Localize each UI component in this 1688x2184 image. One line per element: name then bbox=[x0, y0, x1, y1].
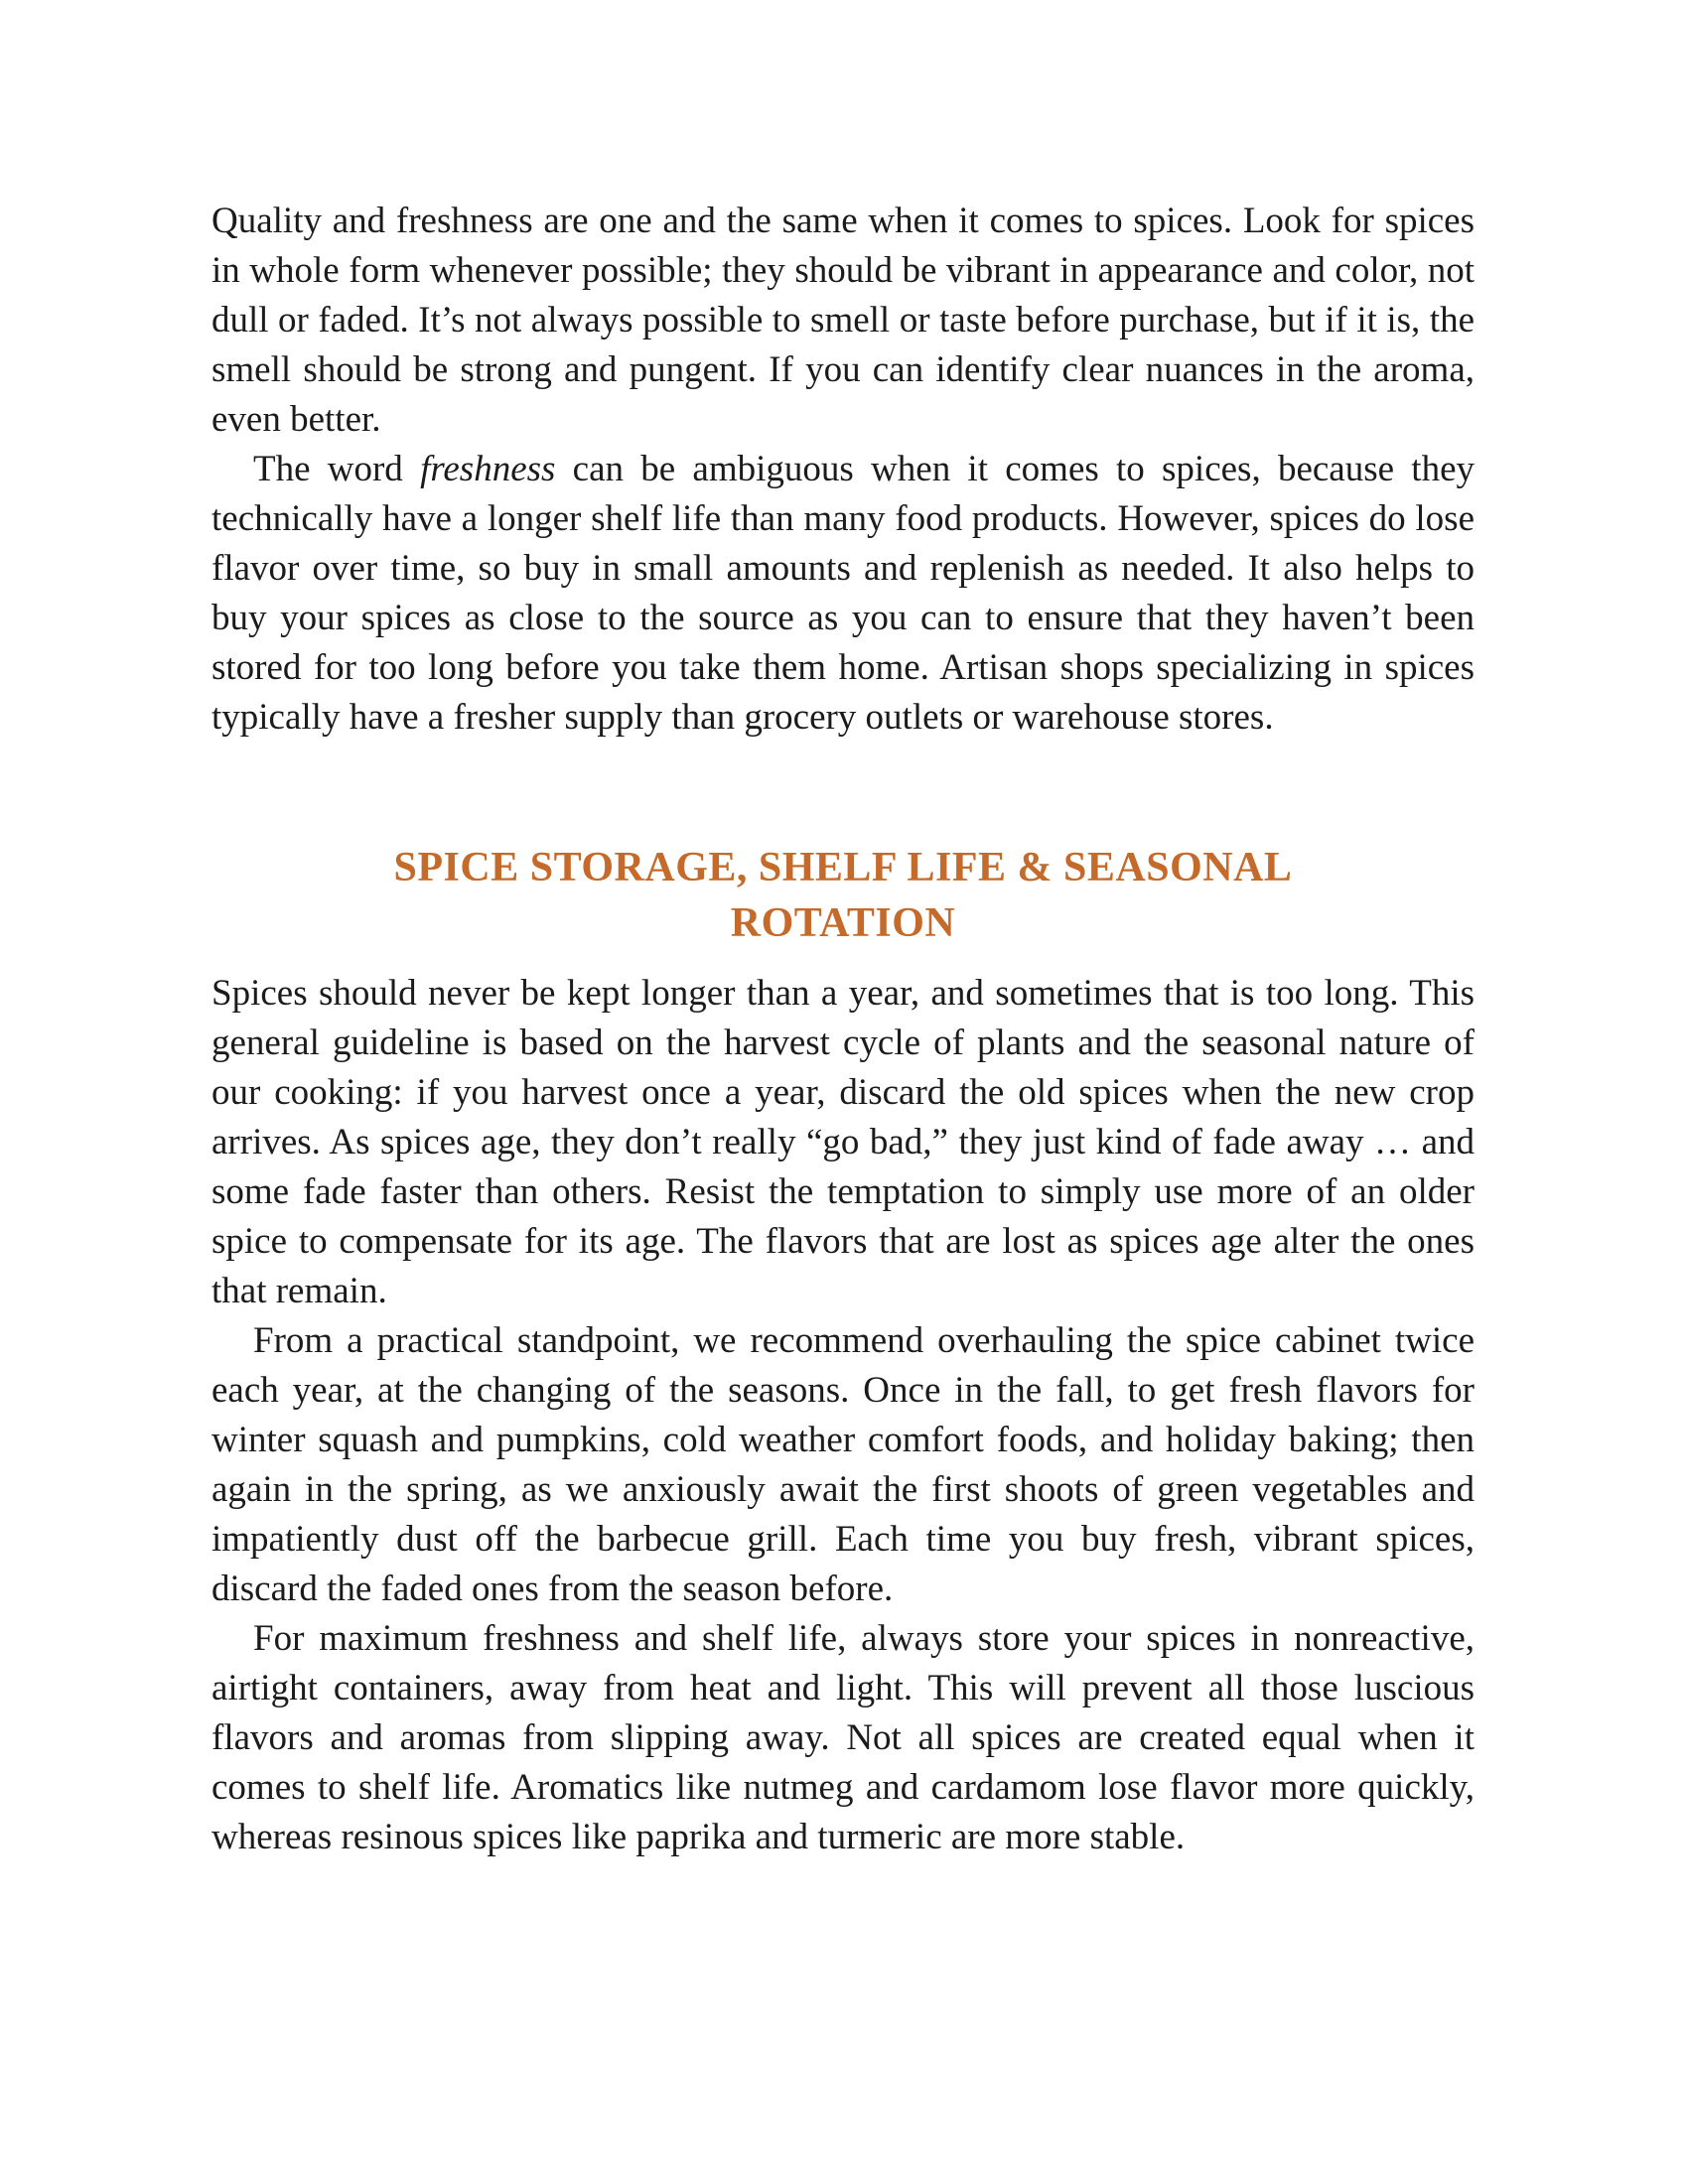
intro-paragraph-1: Quality and freshness are one and the same when it comes to spices. Look for spices in whole form whenever possible; they should be vibrant in appearance and color, not dull or faded. It’s not always possible to smell or taste before purchase, but if it is, the smell should be strong and pungent. If you can identify clear nuances in the aroma, even better. bbox=[211, 201, 1475, 440]
section-heading-line-1: SPICE STORAGE, SHELF LIFE & SEASONAL bbox=[393, 845, 1293, 890]
section-heading bbox=[211, 840, 1475, 951]
section-spacer bbox=[211, 743, 1475, 840]
freshness-term: freshness bbox=[420, 449, 556, 489]
section-paragraph-3: For maximum freshness and shelf life, always store your spices in nonreactive, airtight containers, away from heat and light. This will prevent all those luscious flavors and aromas from slipping away. Not all spices are created equal when it comes to shelf life. Aromatics like nutmeg and cardamom lose flavor more quickly, whereas resinous spices like paprika and turmeric are more stable. bbox=[211, 1618, 1475, 1857]
section-paragraph-2: From a practical standpoint, we recommend overhauling the spice cabinet twice each year, at the changing of the seasons. Once in the fall, to get fresh flavors for winter squash and pumpkins, cold weather comfort foods, and holiday baking; then again in the spring, as we anxiously await the first shoots of green vegetables and impatiently dust off the barbecue grill. Each time you buy fresh, vibrant spices, discard the faded ones from the season before. bbox=[211, 1320, 1475, 1609]
intro-paragraph-2-start: The word bbox=[253, 449, 421, 489]
section-heading-line-2: ROTATION bbox=[730, 900, 956, 946]
section-paragraph-1: Spices should never be kept longer than a year, and sometimes that is too long. This general guideline is based on the harvest cycle of plants and the seasonal nature of our cooking: if you harvest once a year, discard the old spices when the new crop arrives. As spices age, they don’t really “go bad,” they just kind of fade away … and some fade faster than others. Resist the temptation to simply use more of an older spice to compensate for its age. The flavors that are lost as spices age alter the ones that remain. bbox=[211, 973, 1475, 1311]
book-page bbox=[211, 197, 1475, 1862]
intro-paragraph-2 bbox=[211, 445, 1475, 743]
intro-paragraph-2-rest: can be ambiguous when it comes to spices, because they technically have a longer shelf life than many food products. However, spices do lose flavor over time, so buy in small amounts and replenish as needed. It also helps to buy your spices as close to the source as you can to ensure that they haven’t been stored for too long before you take them home. Artisan shops specializing in spices typically have a fresher supply than grocery outlets or warehouse stores. bbox=[211, 449, 1475, 738]
